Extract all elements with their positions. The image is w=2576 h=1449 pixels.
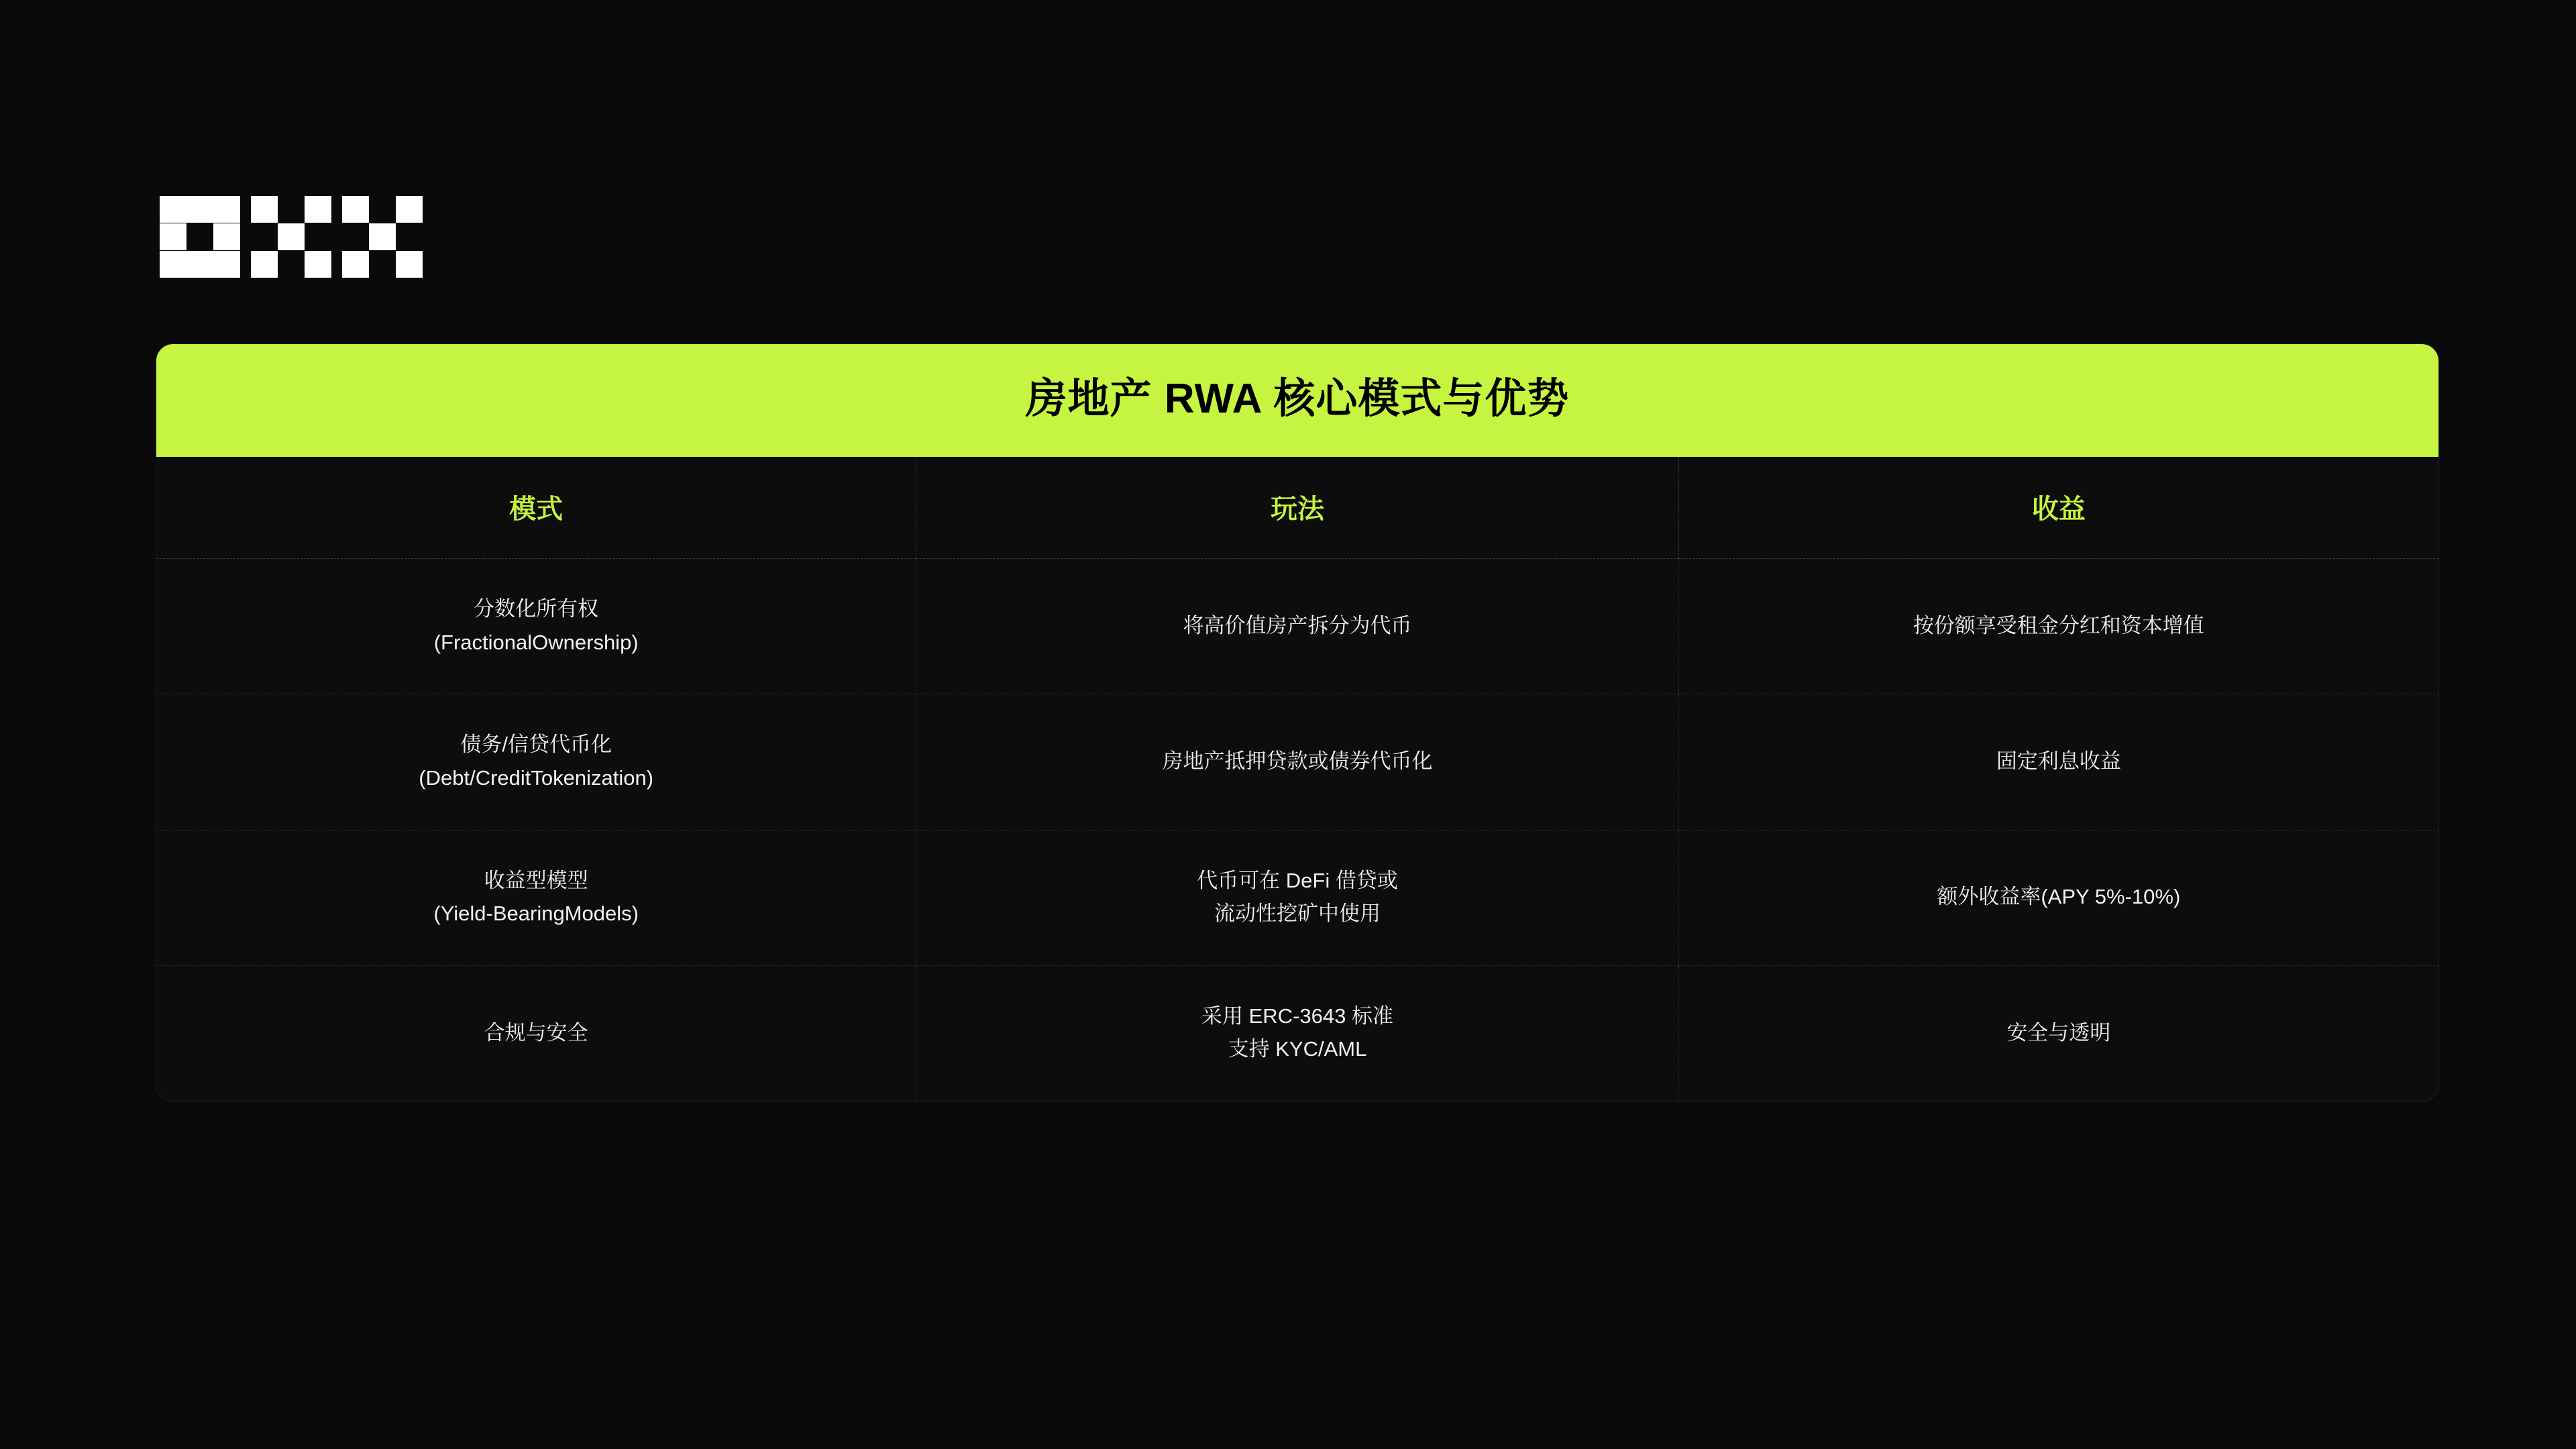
rwa-table <box>156 457 2438 1101</box>
cell-mode <box>156 965 916 1101</box>
cell-play <box>916 965 1678 1101</box>
cell-mode <box>156 830 916 965</box>
cell-play <box>916 694 1678 830</box>
column-header-yield: 收益 <box>1678 457 2438 559</box>
cell-line: 按份额享受租金分红和资本增值 <box>1913 613 2204 637</box>
cell-line: 合规与安全 <box>484 1020 588 1044</box>
cell-line: 代币可在 DeFi 借贷或 <box>1197 868 1398 892</box>
cell-line: (Debt/CreditTokenization) <box>419 765 654 790</box>
table-row <box>156 965 2438 1101</box>
cell-yield <box>1678 559 2438 694</box>
cell-line: 固定利息收益 <box>1996 749 2121 773</box>
cell-line: (FractionalOwnership) <box>433 630 639 654</box>
cell-line: 分数化所有权 <box>474 597 599 621</box>
cell-line: 采用 ERC-3643 标准 <box>1201 1004 1393 1028</box>
rwa-card <box>156 343 2439 1102</box>
cell-line: (Yield-BearingModels) <box>433 902 639 926</box>
cell-line: 债务/信贷代币化 <box>460 733 612 757</box>
table-row <box>156 830 2438 965</box>
cell-line: 流动性挖矿中使用 <box>1214 902 1381 926</box>
cell-yield <box>1678 694 2438 830</box>
cell-play <box>916 830 1678 965</box>
cell-line: 将高价值房产拆分为代币 <box>1183 613 1412 637</box>
okx-logo <box>160 196 428 279</box>
card-title: 房地产 RWA 核心模式与优势 <box>156 344 2438 457</box>
cell-yield <box>1678 830 2438 965</box>
cell-mode <box>156 694 916 830</box>
column-header-play: 玩法 <box>916 457 1678 559</box>
cell-mode <box>156 559 916 694</box>
cell-line: 支持 KYC/AML <box>1228 1037 1367 1061</box>
table-header-row <box>156 457 2438 559</box>
cell-line: 收益型模型 <box>484 868 588 892</box>
cell-line: 房地产抵押贷款或债券代币化 <box>1162 749 1433 773</box>
cell-line: 额外收益率(APY 5%-10%) <box>1937 885 2181 909</box>
cell-play <box>916 559 1678 694</box>
table-row <box>156 694 2438 830</box>
cell-yield <box>1678 965 2438 1101</box>
cell-line: 安全与透明 <box>2006 1020 2111 1044</box>
table-row <box>156 559 2438 694</box>
column-header-mode: 模式 <box>156 457 916 559</box>
